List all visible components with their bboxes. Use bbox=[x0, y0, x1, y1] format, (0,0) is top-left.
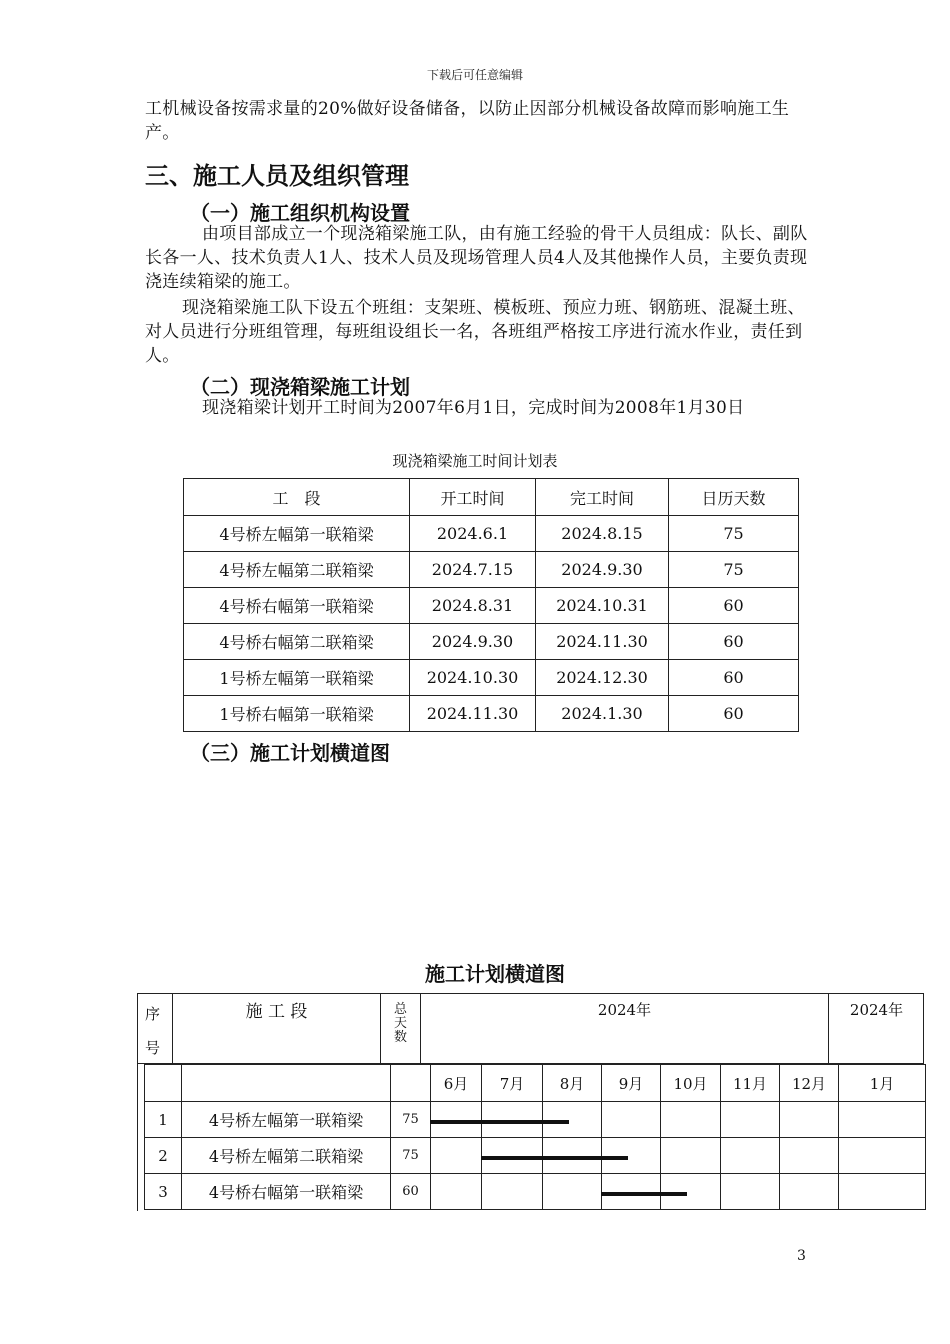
gantt-month-header-blank bbox=[144, 1064, 182, 1102]
gantt-row-month-cell bbox=[542, 1173, 602, 1210]
gantt-row-name: 4号桥左幅第一联箱梁 bbox=[181, 1101, 391, 1138]
table-row bbox=[184, 696, 799, 732]
cell-start: 2024.9.30 bbox=[410, 624, 536, 660]
gantt-header-days-char1: 总 bbox=[393, 1002, 407, 1017]
gantt-header-seq bbox=[137, 993, 173, 1064]
cell-end: 2024.1.30 bbox=[536, 696, 669, 732]
gantt-row-month-cell bbox=[481, 1173, 543, 1210]
cell-section: 1号桥右幅第一联箱梁 bbox=[184, 696, 410, 732]
page-number: 3 bbox=[797, 1248, 806, 1264]
header-section: 工 段 bbox=[184, 479, 410, 516]
gantt-header-days-char3: 数 bbox=[393, 1030, 407, 1045]
gantt-month-label: 6月 bbox=[430, 1064, 482, 1102]
gantt-row-month-cell bbox=[779, 1173, 839, 1210]
gantt-row-month-cell bbox=[660, 1101, 721, 1138]
cell-start: 2024.6.1 bbox=[410, 516, 536, 552]
cell-section: 4号桥左幅第二联箱梁 bbox=[184, 552, 410, 588]
table-row bbox=[184, 588, 799, 624]
subsection-3-title: （三）施工计划横道图 bbox=[190, 741, 390, 765]
gantt-row-month-cell bbox=[720, 1101, 780, 1138]
gantt-header-section: 施 工 段 bbox=[173, 993, 381, 1064]
cell-end: 2024.11.30 bbox=[536, 624, 669, 660]
gantt-row-month-cell bbox=[430, 1173, 482, 1210]
gantt-title: 施工计划横道图 bbox=[425, 962, 565, 986]
table-header-row bbox=[184, 479, 799, 516]
gantt-row-month-cell bbox=[601, 1101, 661, 1138]
gantt-row-month-cell bbox=[660, 1137, 721, 1174]
cell-days: 60 bbox=[669, 624, 799, 660]
table-caption: 现浇箱梁施工时间计划表 bbox=[392, 452, 558, 470]
cell-section: 4号桥左幅第一联箱梁 bbox=[184, 516, 410, 552]
gantt-month-header-blank bbox=[181, 1064, 391, 1102]
subsection-1-paragraph-1: 由项目部成立一个现浇箱梁施工队，由有施工经验的骨干人员组成：队长、副队长各一人、技术负责人1人、技术人员及现场管理人员4人及其他操作人员，主要负责现浇连续箱梁的施工。 bbox=[145, 224, 808, 292]
gantt-row-month-cell bbox=[720, 1137, 780, 1174]
gantt-header-year-2: 2024年 bbox=[849, 1001, 904, 1019]
gantt-bar bbox=[481, 1156, 628, 1160]
cell-start: 2024.8.31 bbox=[410, 588, 536, 624]
cell-section: 1号桥左幅第一联箱梁 bbox=[184, 660, 410, 696]
cell-end: 2024.9.30 bbox=[536, 552, 669, 588]
table-row bbox=[184, 552, 799, 588]
cell-start: 2024.10.30 bbox=[410, 660, 536, 696]
intro-paragraph: 工机械设备按需求量的20%做好设备储备，以防止因部分机械设备故障而影响施工生产。 bbox=[145, 99, 790, 143]
gantt-row-no: 3 bbox=[144, 1173, 182, 1210]
cell-end: 2024.12.30 bbox=[536, 660, 669, 696]
gantt-header-seq-bottom: 号 bbox=[145, 1039, 161, 1057]
subsection-2-title: （二）现浇箱梁施工计划 bbox=[190, 375, 410, 399]
cell-section: 4号桥右幅第二联箱梁 bbox=[184, 624, 410, 660]
gantt-row-month-cell bbox=[430, 1137, 482, 1174]
cell-days: 60 bbox=[669, 588, 799, 624]
gantt-header-year-1: 2024年 bbox=[421, 993, 829, 1064]
gantt-bar bbox=[430, 1120, 569, 1124]
gantt-month-label: 10月 bbox=[660, 1064, 721, 1102]
gantt-month-header-blank bbox=[390, 1064, 431, 1102]
cell-start: 2024.7.15 bbox=[410, 552, 536, 588]
gantt-left-border bbox=[137, 1064, 138, 1211]
gantt-row-no: 2 bbox=[144, 1137, 182, 1174]
cell-days: 60 bbox=[669, 696, 799, 732]
subsection-2-paragraph: 现浇箱梁计划开工时间为2007年6月1日，完成时间为2008年1月30日 bbox=[202, 398, 745, 418]
gantt-row-days: 75 bbox=[390, 1101, 431, 1138]
gantt-row-days: 75 bbox=[390, 1137, 431, 1174]
gantt-header-days bbox=[381, 993, 421, 1064]
gantt-month-label: 12月 bbox=[779, 1064, 839, 1102]
gantt-month-label: 11月 bbox=[720, 1064, 780, 1102]
gantt-bar bbox=[601, 1192, 687, 1196]
cell-days: 60 bbox=[669, 660, 799, 696]
gantt-row-month-cell bbox=[838, 1101, 926, 1138]
gantt-row-name: 4号桥左幅第二联箱梁 bbox=[181, 1137, 391, 1174]
gantt-row-month-cell bbox=[779, 1137, 839, 1174]
gantt-month-label: 7月 bbox=[481, 1064, 543, 1102]
gantt-row-no: 1 bbox=[144, 1101, 182, 1138]
gantt-row-month-cell bbox=[838, 1173, 926, 1210]
gantt-month-label: 9月 bbox=[601, 1064, 661, 1102]
cell-days: 75 bbox=[669, 516, 799, 552]
gantt-row-month-cell bbox=[838, 1137, 926, 1174]
cell-section: 4号桥右幅第一联箱梁 bbox=[184, 588, 410, 624]
cell-start: 2024.11.30 bbox=[410, 696, 536, 732]
subsection-1-title: （一）施工组织机构设置 bbox=[190, 201, 410, 225]
header-days: 日历天数 bbox=[669, 479, 799, 516]
gantt-row-month-cell bbox=[779, 1101, 839, 1138]
gantt-month-label: 1月 bbox=[838, 1064, 926, 1102]
gantt-header-days-char2: 天 bbox=[393, 1016, 407, 1031]
table-row bbox=[184, 516, 799, 552]
gantt-row-name: 4号桥右幅第一联箱梁 bbox=[181, 1173, 391, 1210]
table-row bbox=[184, 624, 799, 660]
section-title: 三、施工人员及组织管理 bbox=[145, 162, 409, 190]
header-note: 下载后可任意编辑 bbox=[426, 68, 523, 82]
header-start: 开工时间 bbox=[410, 479, 536, 516]
gantt-row-month-cell bbox=[720, 1173, 780, 1210]
cell-days: 75 bbox=[669, 552, 799, 588]
gantt-header-seq-top: 序 bbox=[145, 1005, 161, 1023]
cell-end: 2024.10.31 bbox=[536, 588, 669, 624]
gantt-row-days: 60 bbox=[390, 1173, 431, 1210]
cell-end: 2024.8.15 bbox=[536, 516, 669, 552]
schedule-table bbox=[183, 478, 799, 732]
header-end: 完工时间 bbox=[536, 479, 669, 516]
table-row bbox=[184, 660, 799, 696]
gantt-month-label: 8月 bbox=[542, 1064, 602, 1102]
subsection-1-paragraph-2: 现浇箱梁施工队下设五个班组：支架班、模板班、预应力班、钢筋班、混凝土班、对人员进行分班组管理，每班组设组长一名，各班组严格按工序进行流水作业，责任到人。 bbox=[145, 298, 805, 366]
